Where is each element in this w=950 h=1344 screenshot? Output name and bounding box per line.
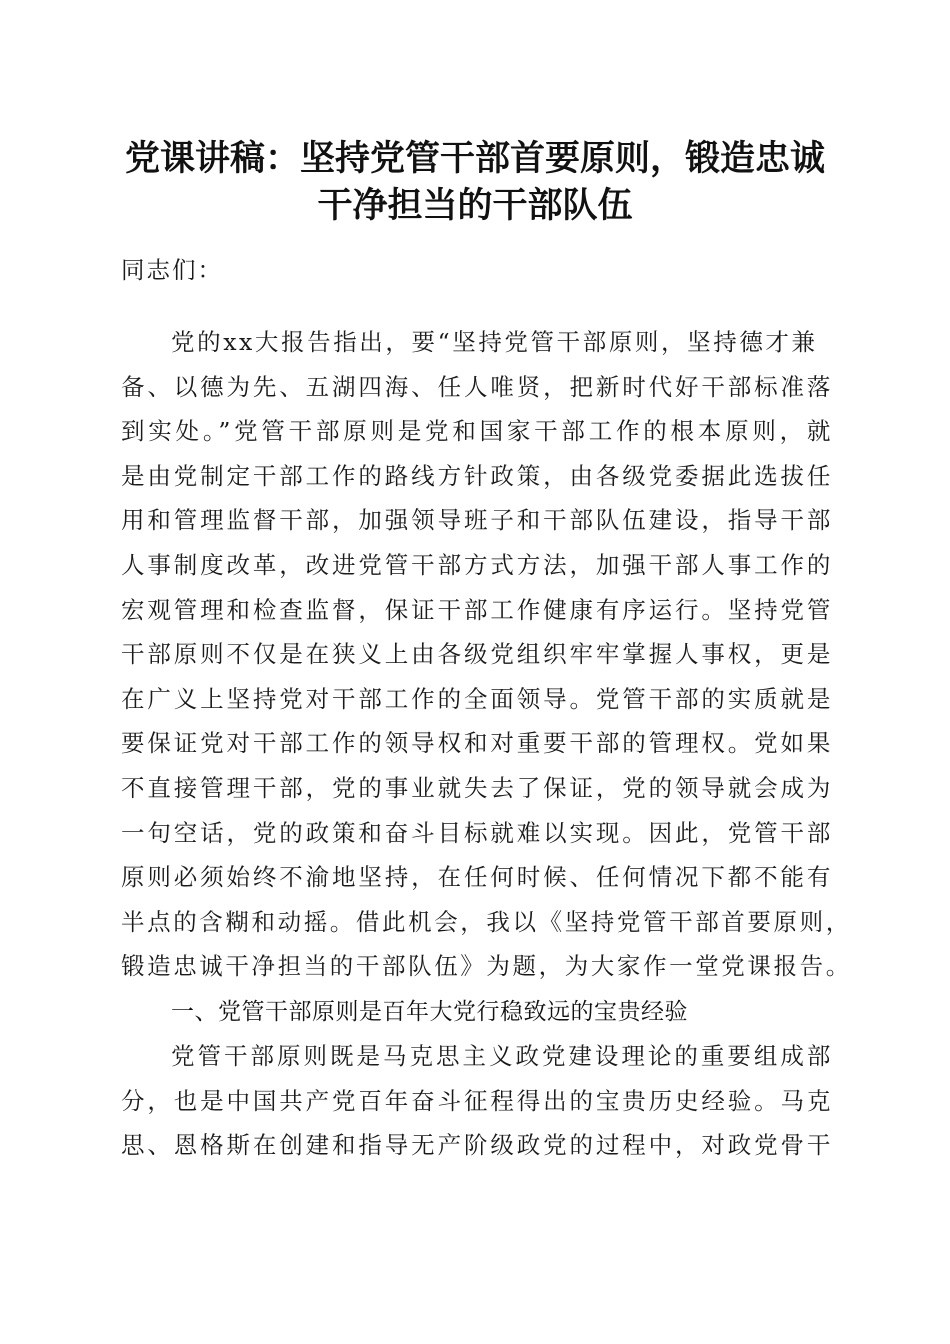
paragraph-1-line: 半点的含糊和动摇。借此机会，我以《坚持党管干部首要原则， bbox=[121, 907, 852, 936]
paragraph-1-line: 在广义上坚持党对干部工作的全面领导。党管干部的实质就是 bbox=[121, 684, 833, 713]
paragraph-1-line: 到实处。”党管干部原则是党和国家干部工作的根本原则，就 bbox=[121, 417, 833, 446]
paragraph-1-line: 不直接管理干部，党的事业就失去了保证，党的领导就会成为 bbox=[121, 773, 833, 802]
paragraph-1-line: 人事制度改革，改进党管干部方式方法，加强干部人事工作的 bbox=[121, 550, 833, 579]
paragraph-1-line: 一句空话，党的政策和奋斗目标就难以实现。因此，党管干部 bbox=[121, 818, 833, 847]
paragraph-1-line: 要保证党对干部工作的领导权和对重要干部的管理权。党如果 bbox=[121, 729, 833, 758]
paragraph-1-line: 锻造忠诚干净担当的干部队伍》为题，为大家作一堂党课报告。 bbox=[121, 952, 852, 981]
paragraph-2-line: 党管干部原则既是马克思主义政党建设理论的重要组成部 bbox=[171, 1042, 833, 1070]
paragraph-1-line: 宏观管理和检查监督，保证干部工作健康有序运行。坚持党管 bbox=[121, 595, 833, 624]
paragraph-1-line: 备、以德为先、五湖四海、任人唯贤，把新时代好干部标准落 bbox=[121, 372, 833, 401]
paragraph-2-line: 分，也是中国共产党百年奋斗征程得出的宝贵历史经验。马克 bbox=[121, 1086, 833, 1115]
section-heading-1: 一、党管干部原则是百年大党行稳致远的宝贵经验 bbox=[171, 999, 688, 1025]
paragraph-1-line: 党的xx大报告指出，要“坚持党管干部原则，坚持德才兼 bbox=[171, 328, 818, 356]
document-title-line-1: 党课讲稿：坚持党管干部首要原则，锻造忠诚 bbox=[124, 138, 825, 179]
paragraph-1-line: 原则必须始终不渝地坚持，在任何时候、任何情况下都不能有 bbox=[121, 863, 833, 892]
paragraph-1-line: 干部原则不仅是在狭义上由各级党组织牢牢掌握人事权，更是 bbox=[121, 640, 833, 669]
paragraph-1-line: 用和管理监督干部，加强领导班子和干部队伍建设，指导干部 bbox=[121, 506, 833, 535]
salutation: 同志们： bbox=[121, 256, 223, 284]
paragraph-2-line: 思、恩格斯在创建和指导无产阶级政党的过程中，对政党骨干 bbox=[121, 1131, 833, 1160]
document-title-line-2: 干净担当的干部队伍 bbox=[317, 185, 633, 226]
paragraph-1-line: 是由党制定干部工作的路线方针政策，由各级党委据此选拔任 bbox=[121, 461, 833, 490]
paragraph-2 bbox=[121, 1034, 833, 1168]
paragraph-1 bbox=[121, 320, 852, 989]
